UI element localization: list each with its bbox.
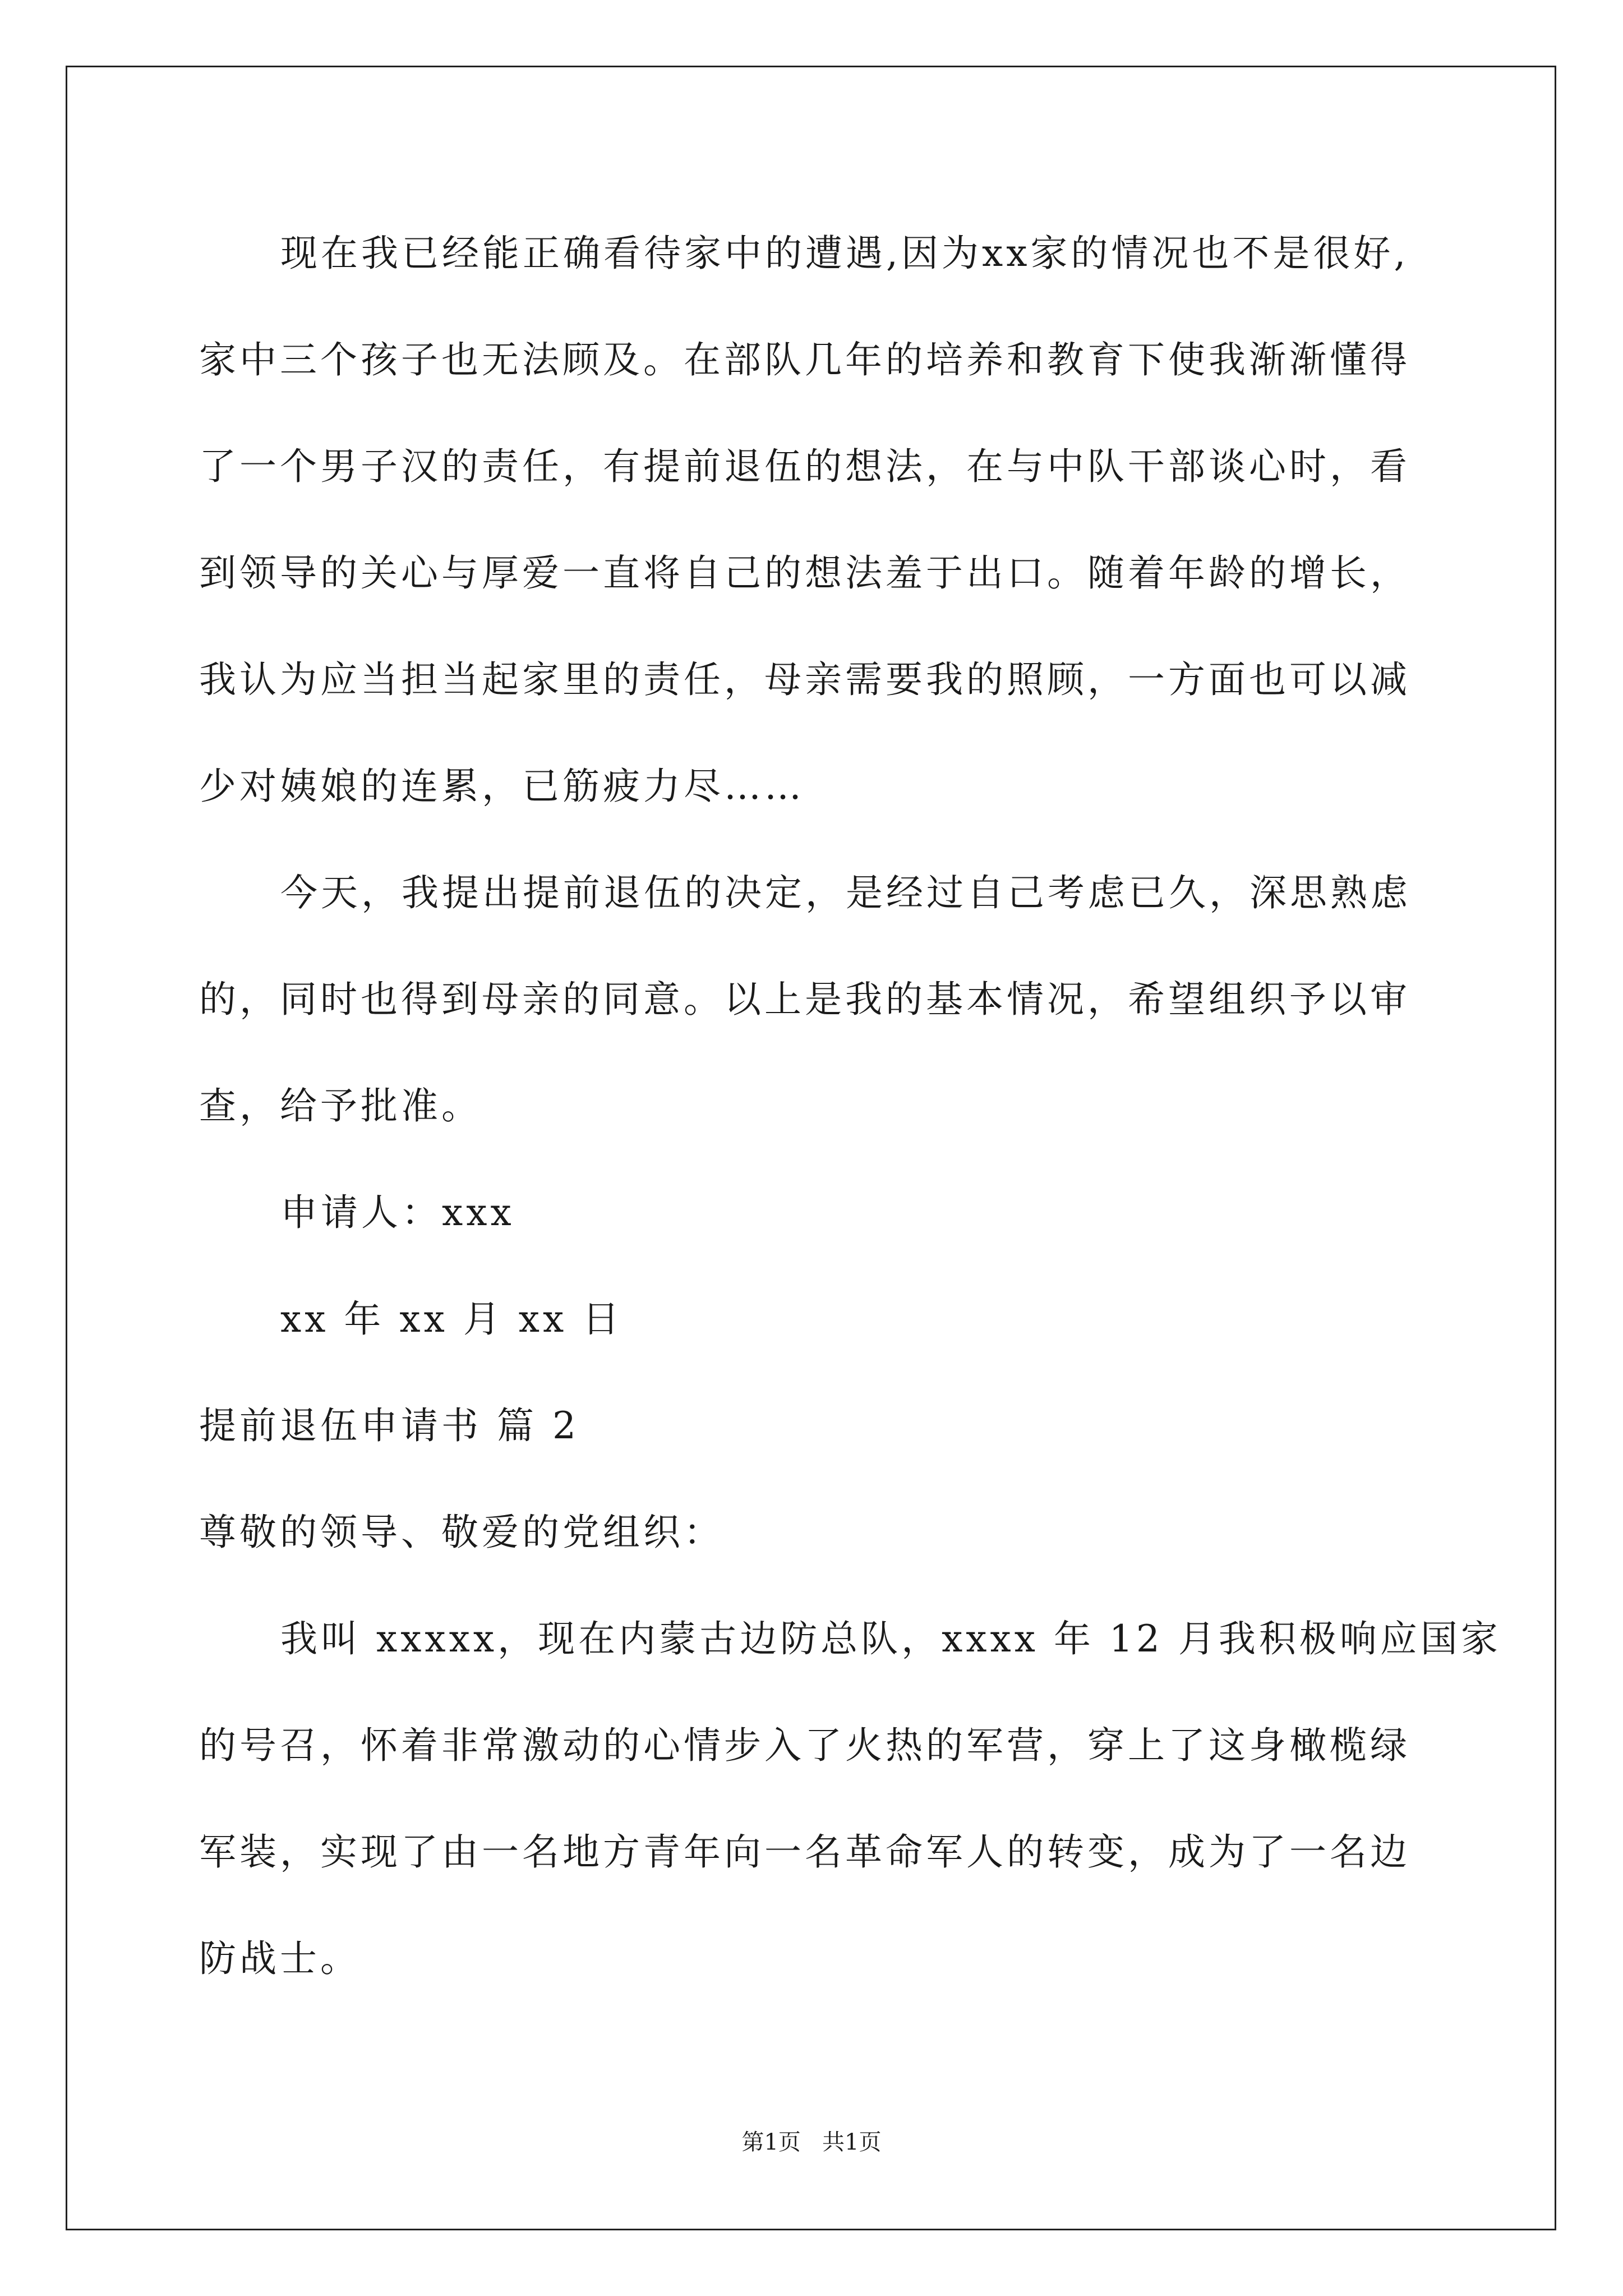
paragraph-line: 今天，我提出提前退伍的决定，是经过自己考虑已久，深思熟虑 [280, 871, 1411, 914]
paragraph-line: 军装，实现了由一名地方青年向一名革命军人的转变，成为了一名边 [199, 1830, 1410, 1874]
date-line: xx 年 xx 月 xx 日 [280, 1297, 623, 1341]
paragraph-line: 到领导的关心与厚爱一直将自己的想法羞于出口。随着年龄的增长， [199, 551, 1410, 595]
paragraph-line: 家中三个孩子也无法顾及。在部队几年的培养和教育下使我渐渐懂得 [199, 338, 1410, 381]
paragraph-line: 少对姨娘的连累，已筋疲力尽…… [199, 765, 805, 808]
section-heading: 提前退伍申请书 篇 2 [199, 1404, 579, 1447]
paragraph-line: 我认为应当担当起家里的责任，母亲需要我的照顾，一方面也可以减 [199, 658, 1410, 701]
paragraph-line: 现在我已经能正确看待家中的遭遇,因为xx家的情况也不是很好, [280, 232, 1409, 275]
applicant-signature: 申请人：xxx [280, 1191, 515, 1234]
paragraph-line: 了一个男子汉的责任，有提前退伍的想法，在与中队干部谈心时，看 [199, 445, 1410, 488]
paragraph-line: 的号召，怀着非常激动的心情步入了火热的军营，穿上了这身橄榄绿 [199, 1724, 1410, 1767]
page-border [66, 66, 1556, 2230]
paragraph-line: 查，给予批准。 [199, 1084, 482, 1128]
paragraph-line: 的，同时也得到母亲的同意。以上是我的基本情况，希望组织予以审 [199, 978, 1410, 1021]
paragraph-line: 我叫 xxxxx，现在内蒙古边防总队，xxxx 年 12 月我积极响应国家 [280, 1617, 1501, 1660]
salutation: 尊敬的领导、敬爱的党组织： [199, 1511, 724, 1554]
paragraph-line: 防战士。 [199, 1937, 361, 1980]
page-number-footer: 第1页 共1页 [741, 2129, 882, 2155]
